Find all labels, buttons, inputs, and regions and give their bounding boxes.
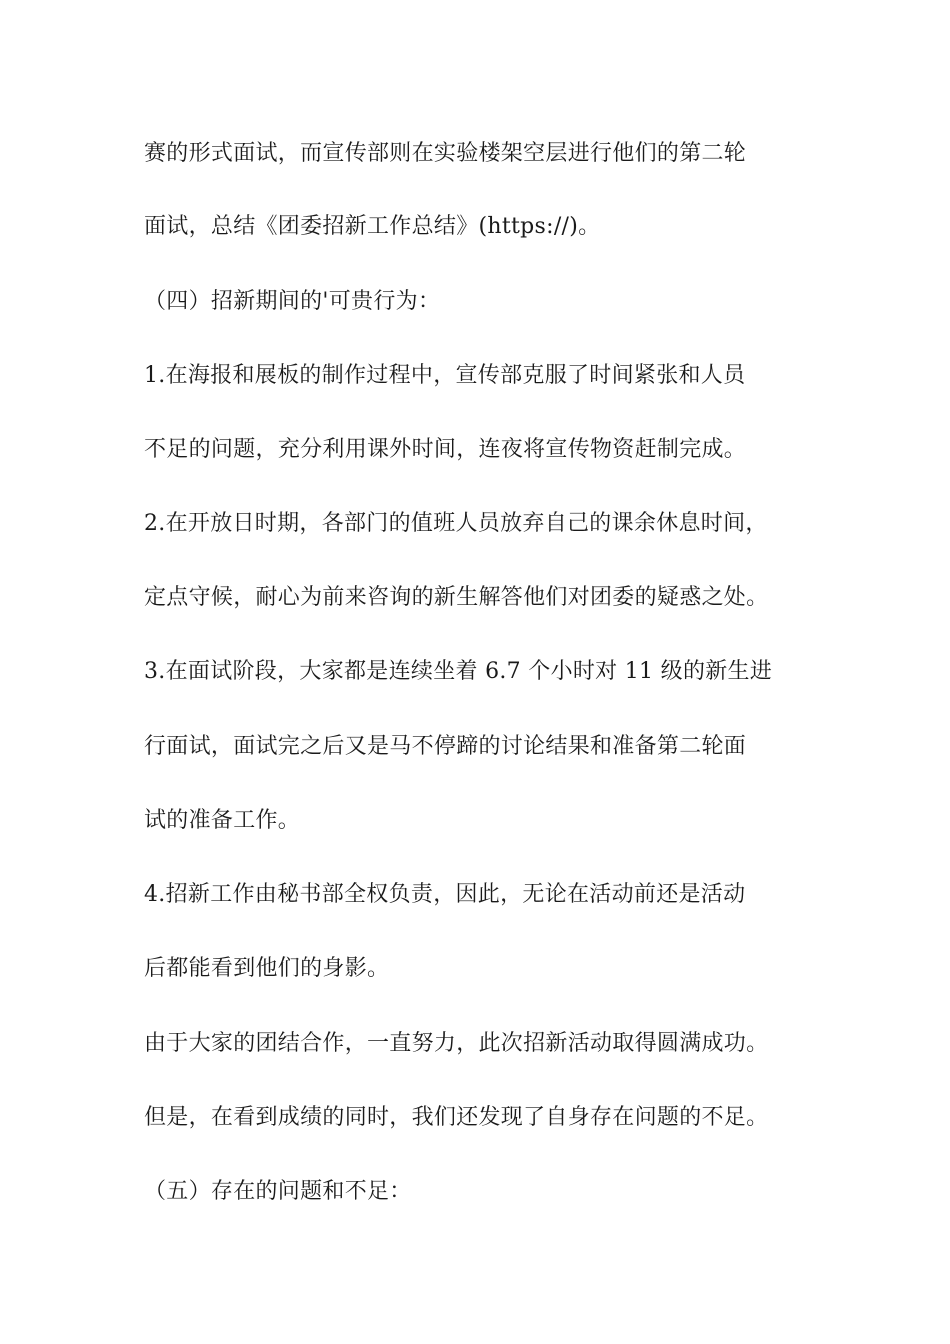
text-line: 3.在面试阶段，大家都是连续坐着 6.7 个小时对 11 级的新生进 bbox=[144, 659, 773, 684]
text-line: 4.招新工作由秘书部全权负责，因此，无论在活动前还是活动 bbox=[144, 882, 746, 907]
section-heading: （五）存在的问题和不足： bbox=[144, 1179, 412, 1204]
text-line: 定点守候，耐心为前来咨询的新生解答他们对团委的疑惑之处。 bbox=[144, 585, 769, 610]
text-line: 行面试，面试完之后又是马不停蹄的讨论结果和准备第二轮面 bbox=[144, 734, 747, 759]
text-line: 赛的形式面试，而宣传部则在实验楼架空层进行他们的第二轮 bbox=[144, 141, 747, 166]
text-line: 1.在海报和展板的制作过程中，宣传部克服了时间紧张和人员 bbox=[144, 363, 746, 388]
text-line: 面试，总结《团委招新工作总结》(https://)。 bbox=[144, 214, 601, 239]
text-line: 后都能看到他们的身影。 bbox=[144, 956, 390, 981]
text-line: 2.在开放日时期，各部门的值班人员放弃自己的课余休息时间， bbox=[144, 511, 768, 536]
text-line: 由于大家的团结合作，一直努力，此次招新活动取得圆满成功。 bbox=[144, 1031, 769, 1056]
text-line: 但是，在看到成绩的同时，我们还发现了自身存在问题的不足。 bbox=[144, 1105, 769, 1130]
text-line: 不足的问题，充分利用课外时间，连夜将宣传物资赶制完成。 bbox=[144, 437, 747, 462]
text-line: 试的准备工作。 bbox=[144, 808, 301, 833]
section-heading: （四）招新期间的'可贵行为： bbox=[144, 289, 441, 314]
